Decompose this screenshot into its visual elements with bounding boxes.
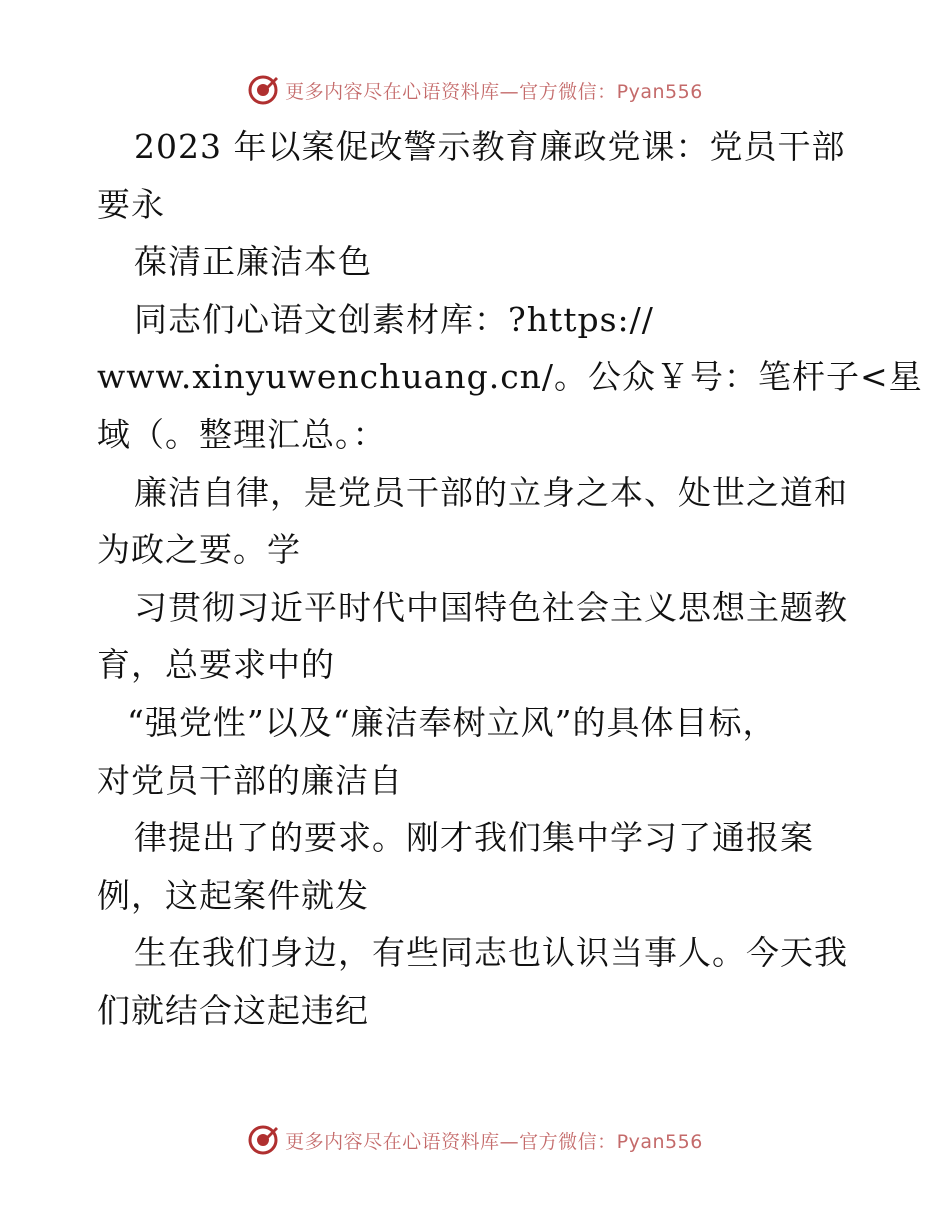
- red-pen-circle-logo-icon: [247, 74, 279, 106]
- paragraph-line: 域（。整理汇总。：: [97, 414, 387, 454]
- header-watermark-banner: [0, 70, 950, 110]
- paragraph-line: 们就结合这起违纪: [97, 990, 369, 1030]
- paragraph-line: 对党员干部的廉洁自: [97, 760, 403, 800]
- paragraph-line: 例，这起案件就发: [97, 875, 369, 915]
- watermark-text: 更多内容尽在心语资料库—官方微信：Pyan556: [285, 80, 703, 103]
- title-line-2: 要永: [97, 184, 165, 224]
- paragraph-line: 育，总要求中的: [97, 645, 335, 685]
- title-line-1: 2023 年以案促改警示教育廉政党课：党员干部: [134, 127, 846, 166]
- footer-watermark-banner: [0, 1120, 950, 1160]
- paragraph-line: 生在我们身边，有些同志也认识当事人。今天我: [134, 933, 848, 973]
- paragraph-line: 同志们心语文创素材库：?https://: [134, 299, 654, 339]
- paragraph-line: 习贯彻习近平时代中国特色社会主义思想主题教: [134, 587, 848, 627]
- document-body: [97, 118, 923, 1040]
- red-pen-circle-logo-icon: [247, 1124, 279, 1156]
- paragraph-line: 廉洁自律，是党员干部的立身之本、处世之道和: [134, 472, 848, 512]
- paragraph-line: 律提出了的要求。刚才我们集中学习了通报案: [134, 818, 814, 858]
- title-line-3: 葆清正廉洁本色: [134, 242, 372, 282]
- paragraph-line: www.xinyuwenchuang.cn/。公众￥号：笔杆子<星: [97, 357, 923, 397]
- watermark-text: 更多内容尽在心语资料库—官方微信：Pyan556: [285, 1130, 703, 1153]
- paragraph-line: 为政之要。学: [97, 530, 301, 570]
- paragraph-line: “强党性”以及“廉洁奉树立风”的具体目标，: [127, 702, 777, 742]
